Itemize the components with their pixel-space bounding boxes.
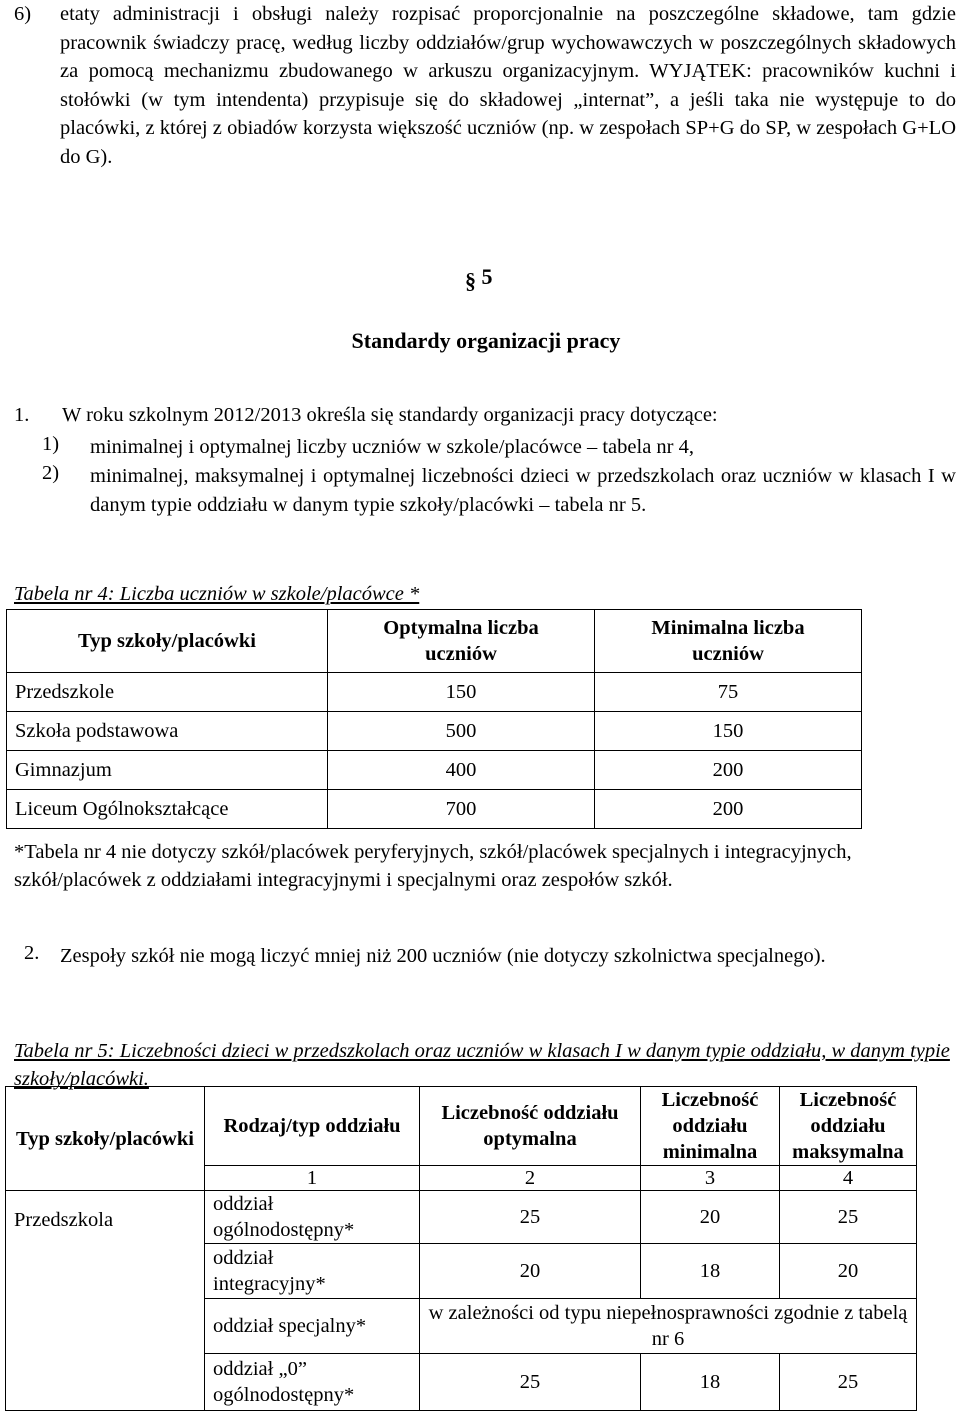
- table-cell: 20: [780, 1244, 917, 1299]
- table-cell: oddział ogólnodostępny*: [205, 1191, 420, 1244]
- table-cell: Przedszkole: [7, 673, 328, 712]
- table-caption: Tabela nr 5: Liczebności dzieci w przedszkolach oraz uczniów w klasach I w danym typie oddziału, w danym typie szkoły/placówki.: [14, 1040, 950, 1090]
- section-number: [465, 264, 493, 293]
- table-cell: Przedszkola: [6, 1191, 205, 1411]
- list-item-text: minimalnej i optymalnej liczby uczniów w szkole/placówce – tabela nr 4,: [90, 436, 694, 458]
- section-sign: §: [465, 268, 476, 293]
- table-cell: oddział integracyjny*: [205, 1244, 420, 1299]
- table-cell: 20: [641, 1191, 780, 1244]
- table-footnote: *Tabela nr 4 nie dotyczy szkół/placówek peryferyjnych, szkół/placówek specjalnych i integracyjnych, szkół/placówek z oddziałami integracyjnymi i specjalnymi oraz zespołów szkół.: [14, 841, 852, 891]
- table-cell: oddział specjalny*: [205, 1299, 420, 1354]
- table-cell: 25: [420, 1354, 641, 1411]
- section-number-value: 5: [481, 264, 493, 289]
- table-header: Typ szkoły/placówki: [7, 610, 328, 673]
- table-cell: 18: [641, 1354, 780, 1411]
- table-cell: 700: [328, 790, 595, 829]
- list-item-text: minimalnej, maksymalnej i optymalnej liczebności dzieci w przedszkolach oraz uczniów w klasach I w danym typie oddziału w danym typie szkoły/placówki – tabela nr 5.: [90, 465, 956, 516]
- table-header: Liczebność oddziału maksymalna: [780, 1087, 917, 1166]
- list-number: 6): [14, 3, 32, 25]
- table-cell: 1: [205, 1166, 420, 1191]
- paragraph-number: 2.: [24, 942, 40, 964]
- table-header: Rodzaj/typ oddziału: [205, 1087, 420, 1166]
- list-item-text: etaty administracji i obsługi należy rozpisać proporcjonalnie na poszczególne składowe, tam gdzie pracownik świadczy pracę, według liczby oddziałów/grup wychowawczych w poszczególnych składowych za pomocą mechanizmu zbudowanego w arkuszu organizacyjnym. WYJĄTEK: pracowników kuchni i stołówki (w tym intendenta) przypisuje się do składowej „internat”, a jeśli taka nie występuje to do placówki, z której z obiadów korzysta większość uczniów (np. w zespołach SP+G do SP, w zespołach G+LO do G).: [60, 3, 956, 168]
- table-header: Liczebność oddziału minimalna: [641, 1087, 780, 1166]
- section-title: Standardy organizacji pracy: [351, 328, 621, 353]
- table-cell: 400: [328, 751, 595, 790]
- table-cell: 25: [420, 1191, 641, 1244]
- table-cell: 150: [595, 712, 862, 751]
- table-header-row: [7, 610, 862, 673]
- table-cell: 25: [780, 1191, 917, 1244]
- table-header-row: [6, 1087, 917, 1166]
- table-cell: Szkoła podstawowa: [7, 712, 328, 751]
- table-caption: Tabela nr 4: Liczba uczniów w szkole/placówce *: [14, 583, 420, 605]
- table-row: [7, 751, 862, 790]
- table-row: [6, 1191, 917, 1244]
- table-header: Minimalna liczba uczniów: [595, 610, 862, 673]
- table-cell: oddział „0” ogólnodostępny*: [205, 1354, 420, 1411]
- table-header: Optymalna liczba uczniów: [328, 610, 595, 673]
- paragraph-text: W roku szkolnym 2012/2013 określa się standardy organizacji pracy dotyczące:: [62, 404, 718, 426]
- paragraph-text: Zespoły szkół nie mogą liczyć mniej niż 200 uczniów (nie dotyczy szkolnictwa specjalnego).: [60, 945, 826, 967]
- table-5: [5, 1086, 917, 1411]
- table-row: [7, 712, 862, 751]
- table-cell: 4: [780, 1166, 917, 1191]
- table-cell: Gimnazjum: [7, 751, 328, 790]
- table-cell: 3: [641, 1166, 780, 1191]
- table-cell: 25: [780, 1354, 917, 1411]
- table-row: [7, 673, 862, 712]
- table-cell: Liceum Ogólnokształcące: [7, 790, 328, 829]
- list-number: 1): [42, 433, 60, 455]
- table-4: [6, 609, 862, 829]
- table-row: [7, 790, 862, 829]
- table-header: Typ szkoły/placówki: [6, 1087, 205, 1191]
- table-cell: 20: [420, 1244, 641, 1299]
- table-cell: 18: [641, 1244, 780, 1299]
- table-cell: 200: [595, 790, 862, 829]
- table-cell: 200: [595, 751, 862, 790]
- table-cell: 150: [328, 673, 595, 712]
- paragraph-number: 1.: [14, 404, 30, 426]
- table-header: Liczebność oddziału optymalna: [420, 1087, 641, 1166]
- table-cell: 75: [595, 673, 862, 712]
- list-item-6: [14, 0, 956, 172]
- list-number: 2): [42, 462, 60, 484]
- table-cell: 2: [420, 1166, 641, 1191]
- table-cell: 500: [328, 712, 595, 751]
- table-cell: w zależności od typu niepełnosprawności zgodnie z tabelą nr 6: [420, 1299, 917, 1354]
